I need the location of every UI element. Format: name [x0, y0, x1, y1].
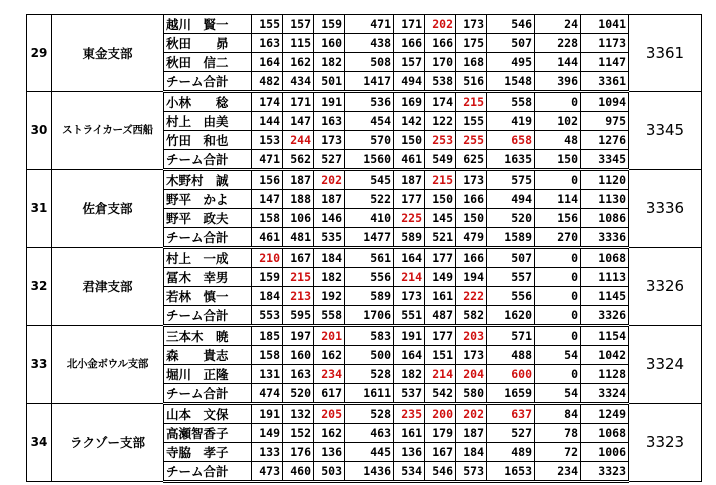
team-total-cell: 150: [535, 150, 581, 170]
score-cell: 171: [394, 15, 425, 34]
score-cell: 1154: [581, 326, 629, 346]
player-name: 冨木 幸男: [164, 268, 252, 287]
player-row: [27, 92, 702, 112]
team-total-cell: 473: [252, 462, 283, 482]
score-cell: 410: [345, 209, 394, 228]
score-cell: 156: [535, 209, 581, 228]
score-cell: 173: [314, 131, 345, 150]
score-cell: 158: [252, 209, 283, 228]
score-cell: 160: [283, 346, 314, 365]
team-total-cell: 527: [314, 150, 345, 170]
score-cell: 146: [314, 209, 345, 228]
score-cell: 975: [581, 112, 629, 131]
team-total-cell: 516: [456, 72, 487, 92]
score-cell: 161: [394, 424, 425, 443]
score-cell: 167: [425, 443, 456, 462]
score-cell: 1068: [581, 424, 629, 443]
score-cell: 171: [283, 92, 314, 112]
score-cell: 169: [394, 92, 425, 112]
score-cell: 571: [487, 326, 535, 346]
score-cell: 151: [425, 346, 456, 365]
team-total-label: チーム合計: [164, 150, 252, 170]
score-cell: 166: [456, 190, 487, 209]
score-cell: 1128: [581, 365, 629, 384]
team-total-cell: 558: [314, 306, 345, 326]
score-cell: 213: [283, 287, 314, 306]
score-cell: 528: [345, 365, 394, 384]
team-total-cell: 538: [425, 72, 456, 92]
team-name: 君津支部: [52, 248, 164, 326]
score-cell: 527: [487, 424, 535, 443]
score-cell: 0: [535, 170, 581, 190]
score-cell: 0: [535, 268, 581, 287]
player-name: 木野村 誠: [164, 170, 252, 190]
score-cell: 174: [252, 92, 283, 112]
score-cell: 170: [425, 53, 456, 72]
score-cell: 159: [252, 268, 283, 287]
team-total-cell: 494: [394, 72, 425, 92]
team-total-cell: 1589: [487, 228, 535, 248]
team-grand-total: 3326: [629, 248, 702, 326]
score-cell: 155: [456, 112, 487, 131]
score-cell: 177: [425, 248, 456, 268]
score-cell: 1130: [581, 190, 629, 209]
player-name: 村上 由美: [164, 112, 252, 131]
score-cell: 255: [456, 131, 487, 150]
score-cell: 546: [487, 15, 535, 34]
score-cell: 166: [394, 34, 425, 53]
score-cell: 600: [487, 365, 535, 384]
player-name: 高瀬智香子: [164, 424, 252, 443]
score-cell: 214: [394, 268, 425, 287]
player-name: 三本木 暁: [164, 326, 252, 346]
score-cell: 204: [456, 365, 487, 384]
score-cell: 187: [283, 170, 314, 190]
team-grand-total: 3336: [629, 170, 702, 248]
score-cell: 115: [283, 34, 314, 53]
score-cell: 182: [314, 53, 345, 72]
score-cell: 589: [345, 287, 394, 306]
team-total-cell: 54: [535, 384, 581, 404]
score-cell: 176: [283, 443, 314, 462]
score-cell: 463: [345, 424, 394, 443]
score-cell: 234: [314, 365, 345, 384]
team-grand-total: 3345: [629, 92, 702, 170]
score-cell: 182: [394, 365, 425, 384]
score-cell: 161: [425, 287, 456, 306]
score-cell: 495: [487, 53, 535, 72]
score-cell: 173: [456, 170, 487, 190]
score-cell: 1145: [581, 287, 629, 306]
team-rank: 33: [27, 326, 52, 404]
team-total-cell: 474: [252, 384, 283, 404]
score-cell: 187: [314, 190, 345, 209]
score-cell: 147: [283, 112, 314, 131]
score-cell: 545: [345, 170, 394, 190]
score-cell: 179: [425, 424, 456, 443]
score-cell: 145: [425, 209, 456, 228]
score-cell: 0: [535, 365, 581, 384]
player-row: [27, 326, 702, 346]
team-total-cell: 3345: [581, 150, 629, 170]
score-cell: 149: [425, 268, 456, 287]
team-name: 東金支部: [52, 15, 164, 92]
score-cell: 1041: [581, 15, 629, 34]
score-cell: 1042: [581, 346, 629, 365]
team-total-cell: 471: [252, 150, 283, 170]
score-cell: 637: [487, 404, 535, 424]
score-cell: 536: [345, 92, 394, 112]
score-cell: 187: [394, 170, 425, 190]
score-cell: 194: [456, 268, 487, 287]
score-cell: 225: [394, 209, 425, 228]
score-cell: 1094: [581, 92, 629, 112]
score-cell: 191: [314, 92, 345, 112]
score-cell: 150: [456, 209, 487, 228]
team-total-cell: 1436: [345, 462, 394, 482]
team-total-cell: 1620: [487, 306, 535, 326]
player-name: 村上 一成: [164, 248, 252, 268]
score-cell: 253: [425, 131, 456, 150]
team-total-cell: 0: [535, 306, 581, 326]
score-cell: 188: [283, 190, 314, 209]
team-total-cell: 3336: [581, 228, 629, 248]
score-cell: 489: [487, 443, 535, 462]
score-cell: 215: [456, 92, 487, 112]
score-cell: 185: [252, 326, 283, 346]
team-name: 北小金ボウル支部: [52, 326, 164, 404]
score-cell: 144: [252, 112, 283, 131]
score-cell: 203: [456, 326, 487, 346]
score-cell: 0: [535, 326, 581, 346]
score-cell: 210: [252, 248, 283, 268]
team-total-cell: 1659: [487, 384, 535, 404]
score-cell: 500: [345, 346, 394, 365]
score-cell: 222: [456, 287, 487, 306]
team-total-cell: 3324: [581, 384, 629, 404]
team-total-cell: 589: [394, 228, 425, 248]
team-grand-total: 3361: [629, 15, 702, 92]
score-cell: 164: [252, 53, 283, 72]
score-cell: 158: [252, 346, 283, 365]
team-total-cell: 270: [535, 228, 581, 248]
team-rank: 31: [27, 170, 52, 248]
score-cell: 1249: [581, 404, 629, 424]
score-cell: 156: [252, 170, 283, 190]
score-cell: 507: [487, 34, 535, 53]
score-cell: 197: [283, 326, 314, 346]
score-cell: 163: [283, 365, 314, 384]
score-cell: 202: [425, 15, 456, 34]
team-total-cell: 617: [314, 384, 345, 404]
team-total-cell: 595: [283, 306, 314, 326]
team-total-cell: 3326: [581, 306, 629, 326]
score-cell: 162: [283, 53, 314, 72]
score-cell: 438: [345, 34, 394, 53]
score-cell: 142: [394, 112, 425, 131]
score-cell: 152: [283, 424, 314, 443]
team-total-cell: 3323: [581, 462, 629, 482]
score-cell: 214: [425, 365, 456, 384]
score-cell: 173: [456, 15, 487, 34]
score-cell: 215: [425, 170, 456, 190]
team-total-cell: 396: [535, 72, 581, 92]
team-total-cell: 537: [394, 384, 425, 404]
score-cell: 163: [314, 112, 345, 131]
team-total-cell: 549: [425, 150, 456, 170]
score-cell: 153: [252, 131, 283, 150]
team-rank: 32: [27, 248, 52, 326]
score-cell: 522: [345, 190, 394, 209]
score-cell: 561: [345, 248, 394, 268]
score-cell: 184: [252, 287, 283, 306]
team-total-cell: 460: [283, 462, 314, 482]
score-cell: 445: [345, 443, 394, 462]
score-cell: 419: [487, 112, 535, 131]
score-cell: 150: [394, 131, 425, 150]
score-cell: 174: [425, 92, 456, 112]
score-cell: 1068: [581, 248, 629, 268]
score-cell: 157: [394, 53, 425, 72]
score-cell: 570: [345, 131, 394, 150]
team-score-table: [26, 14, 702, 483]
team-total-cell: 520: [283, 384, 314, 404]
team-total-cell: 1560: [345, 150, 394, 170]
player-name: 森 貴志: [164, 346, 252, 365]
score-cell: 166: [425, 34, 456, 53]
team-name: ラクゾー支部: [52, 404, 164, 482]
team-total-cell: 3361: [581, 72, 629, 92]
score-cell: 177: [425, 326, 456, 346]
score-cell: 0: [535, 287, 581, 306]
score-cell: 131: [252, 365, 283, 384]
player-row: [27, 404, 702, 424]
score-cell: 1113: [581, 268, 629, 287]
player-row: [27, 248, 702, 268]
score-cell: 144: [535, 53, 581, 72]
team-total-cell: 482: [252, 72, 283, 92]
team-total-cell: 534: [394, 462, 425, 482]
score-cell: 24: [535, 15, 581, 34]
score-cell: 575: [487, 170, 535, 190]
score-cell: 202: [456, 404, 487, 424]
score-cell: 132: [283, 404, 314, 424]
player-name: 竹田 和也: [164, 131, 252, 150]
score-cell: 159: [314, 15, 345, 34]
score-cell: 184: [456, 443, 487, 462]
team-grand-total: 3324: [629, 326, 702, 404]
score-cell: 244: [283, 131, 314, 150]
score-cell: 202: [314, 170, 345, 190]
score-cell: 658: [487, 131, 535, 150]
player-name: 越川 賢一: [164, 15, 252, 34]
score-cell: 166: [456, 248, 487, 268]
score-cell: 1086: [581, 209, 629, 228]
score-cell: 106: [283, 209, 314, 228]
score-cell: 1147: [581, 53, 629, 72]
team-total-cell: 434: [283, 72, 314, 92]
team-total-cell: 1477: [345, 228, 394, 248]
team-total-cell: 625: [456, 150, 487, 170]
player-name: 山本 文保: [164, 404, 252, 424]
score-cell: 187: [456, 424, 487, 443]
player-name: 秋田 昴: [164, 34, 252, 53]
team-total-cell: 1706: [345, 306, 394, 326]
player-name: 若林 慎一: [164, 287, 252, 306]
score-cell: 200: [425, 404, 456, 424]
team-total-cell: 582: [456, 306, 487, 326]
score-cell: 1276: [581, 131, 629, 150]
team-total-cell: 461: [394, 150, 425, 170]
score-cell: 149: [252, 424, 283, 443]
score-cell: 192: [314, 287, 345, 306]
score-cell: 164: [394, 346, 425, 365]
score-cell: 1173: [581, 34, 629, 53]
team-total-cell: 573: [456, 462, 487, 482]
team-total-cell: 501: [314, 72, 345, 92]
score-cell: 133: [252, 443, 283, 462]
score-cell: 558: [487, 92, 535, 112]
score-cell: 235: [394, 404, 425, 424]
score-cell: 173: [394, 287, 425, 306]
score-cell: 556: [345, 268, 394, 287]
score-cell: 1006: [581, 443, 629, 462]
team-total-cell: 461: [252, 228, 283, 248]
score-cell: 167: [283, 248, 314, 268]
team-rank: 29: [27, 15, 52, 92]
player-name: 堀川 正隆: [164, 365, 252, 384]
player-name: 野平 政夫: [164, 209, 252, 228]
score-cell: 122: [425, 112, 456, 131]
team-total-label: チーム合計: [164, 462, 252, 482]
score-cell: 147: [252, 190, 283, 209]
score-cell: 114: [535, 190, 581, 209]
score-cell: 136: [314, 443, 345, 462]
team-rank: 30: [27, 92, 52, 170]
team-total-cell: 481: [283, 228, 314, 248]
score-cell: 1120: [581, 170, 629, 190]
score-cell: 78: [535, 424, 581, 443]
score-cell: 162: [314, 424, 345, 443]
score-cell: 454: [345, 112, 394, 131]
table-body: [27, 15, 702, 482]
score-cell: 205: [314, 404, 345, 424]
team-total-cell: 1417: [345, 72, 394, 92]
score-cell: 488: [487, 346, 535, 365]
score-cell: 0: [535, 248, 581, 268]
score-cell: 175: [456, 34, 487, 53]
team-total-cell: 546: [425, 462, 456, 482]
score-cell: 507: [487, 248, 535, 268]
score-cell: 0: [535, 92, 581, 112]
player-name: 小林 稔: [164, 92, 252, 112]
score-cell: 164: [394, 248, 425, 268]
score-cell: 191: [394, 326, 425, 346]
team-total-cell: 562: [283, 150, 314, 170]
score-cell: 72: [535, 443, 581, 462]
score-cell: 528: [345, 404, 394, 424]
team-total-cell: 521: [425, 228, 456, 248]
score-cell: 84: [535, 404, 581, 424]
team-total-cell: 553: [252, 306, 283, 326]
score-cell: 215: [283, 268, 314, 287]
team-total-label: チーム合計: [164, 228, 252, 248]
score-cell: 102: [535, 112, 581, 131]
score-cell: 157: [283, 15, 314, 34]
player-name: 秋田 信二: [164, 53, 252, 72]
score-cell: 136: [394, 443, 425, 462]
team-total-label: チーム合計: [164, 384, 252, 404]
score-cell: 556: [487, 287, 535, 306]
team-total-cell: 487: [425, 306, 456, 326]
score-cell: 162: [314, 346, 345, 365]
score-cell: 182: [314, 268, 345, 287]
player-row: [27, 15, 702, 34]
player-name: 野平 かよ: [164, 190, 252, 209]
team-total-cell: 1635: [487, 150, 535, 170]
score-cell: 508: [345, 53, 394, 72]
team-total-cell: 551: [394, 306, 425, 326]
score-cell: 160: [314, 34, 345, 53]
score-cell: 494: [487, 190, 535, 209]
score-cell: 173: [456, 346, 487, 365]
score-cell: 168: [456, 53, 487, 72]
score-cell: 557: [487, 268, 535, 287]
score-cell: 163: [252, 34, 283, 53]
team-total-cell: 234: [535, 462, 581, 482]
team-total-cell: 1548: [487, 72, 535, 92]
team-total-label: チーム合計: [164, 306, 252, 326]
team-total-cell: 1611: [345, 384, 394, 404]
team-name: 佐倉支部: [52, 170, 164, 248]
team-total-label: チーム合計: [164, 72, 252, 92]
team-total-cell: 580: [456, 384, 487, 404]
player-name: 寺脇 孝子: [164, 443, 252, 462]
score-cell: 201: [314, 326, 345, 346]
team-rank: 34: [27, 404, 52, 482]
score-cell: 54: [535, 346, 581, 365]
score-cell: 184: [314, 248, 345, 268]
score-cell: 155: [252, 15, 283, 34]
score-cell: 177: [394, 190, 425, 209]
score-cell: 48: [535, 131, 581, 150]
team-total-cell: 542: [425, 384, 456, 404]
score-cell: 583: [345, 326, 394, 346]
team-total-cell: 1653: [487, 462, 535, 482]
team-name: ストライカーズ西船: [52, 92, 164, 170]
score-cell: 471: [345, 15, 394, 34]
team-grand-total: 3323: [629, 404, 702, 482]
player-row: [27, 170, 702, 190]
score-cell: 228: [535, 34, 581, 53]
score-cell: 150: [425, 190, 456, 209]
team-total-cell: 479: [456, 228, 487, 248]
score-cell: 191: [252, 404, 283, 424]
team-total-cell: 503: [314, 462, 345, 482]
score-cell: 520: [487, 209, 535, 228]
team-total-cell: 535: [314, 228, 345, 248]
